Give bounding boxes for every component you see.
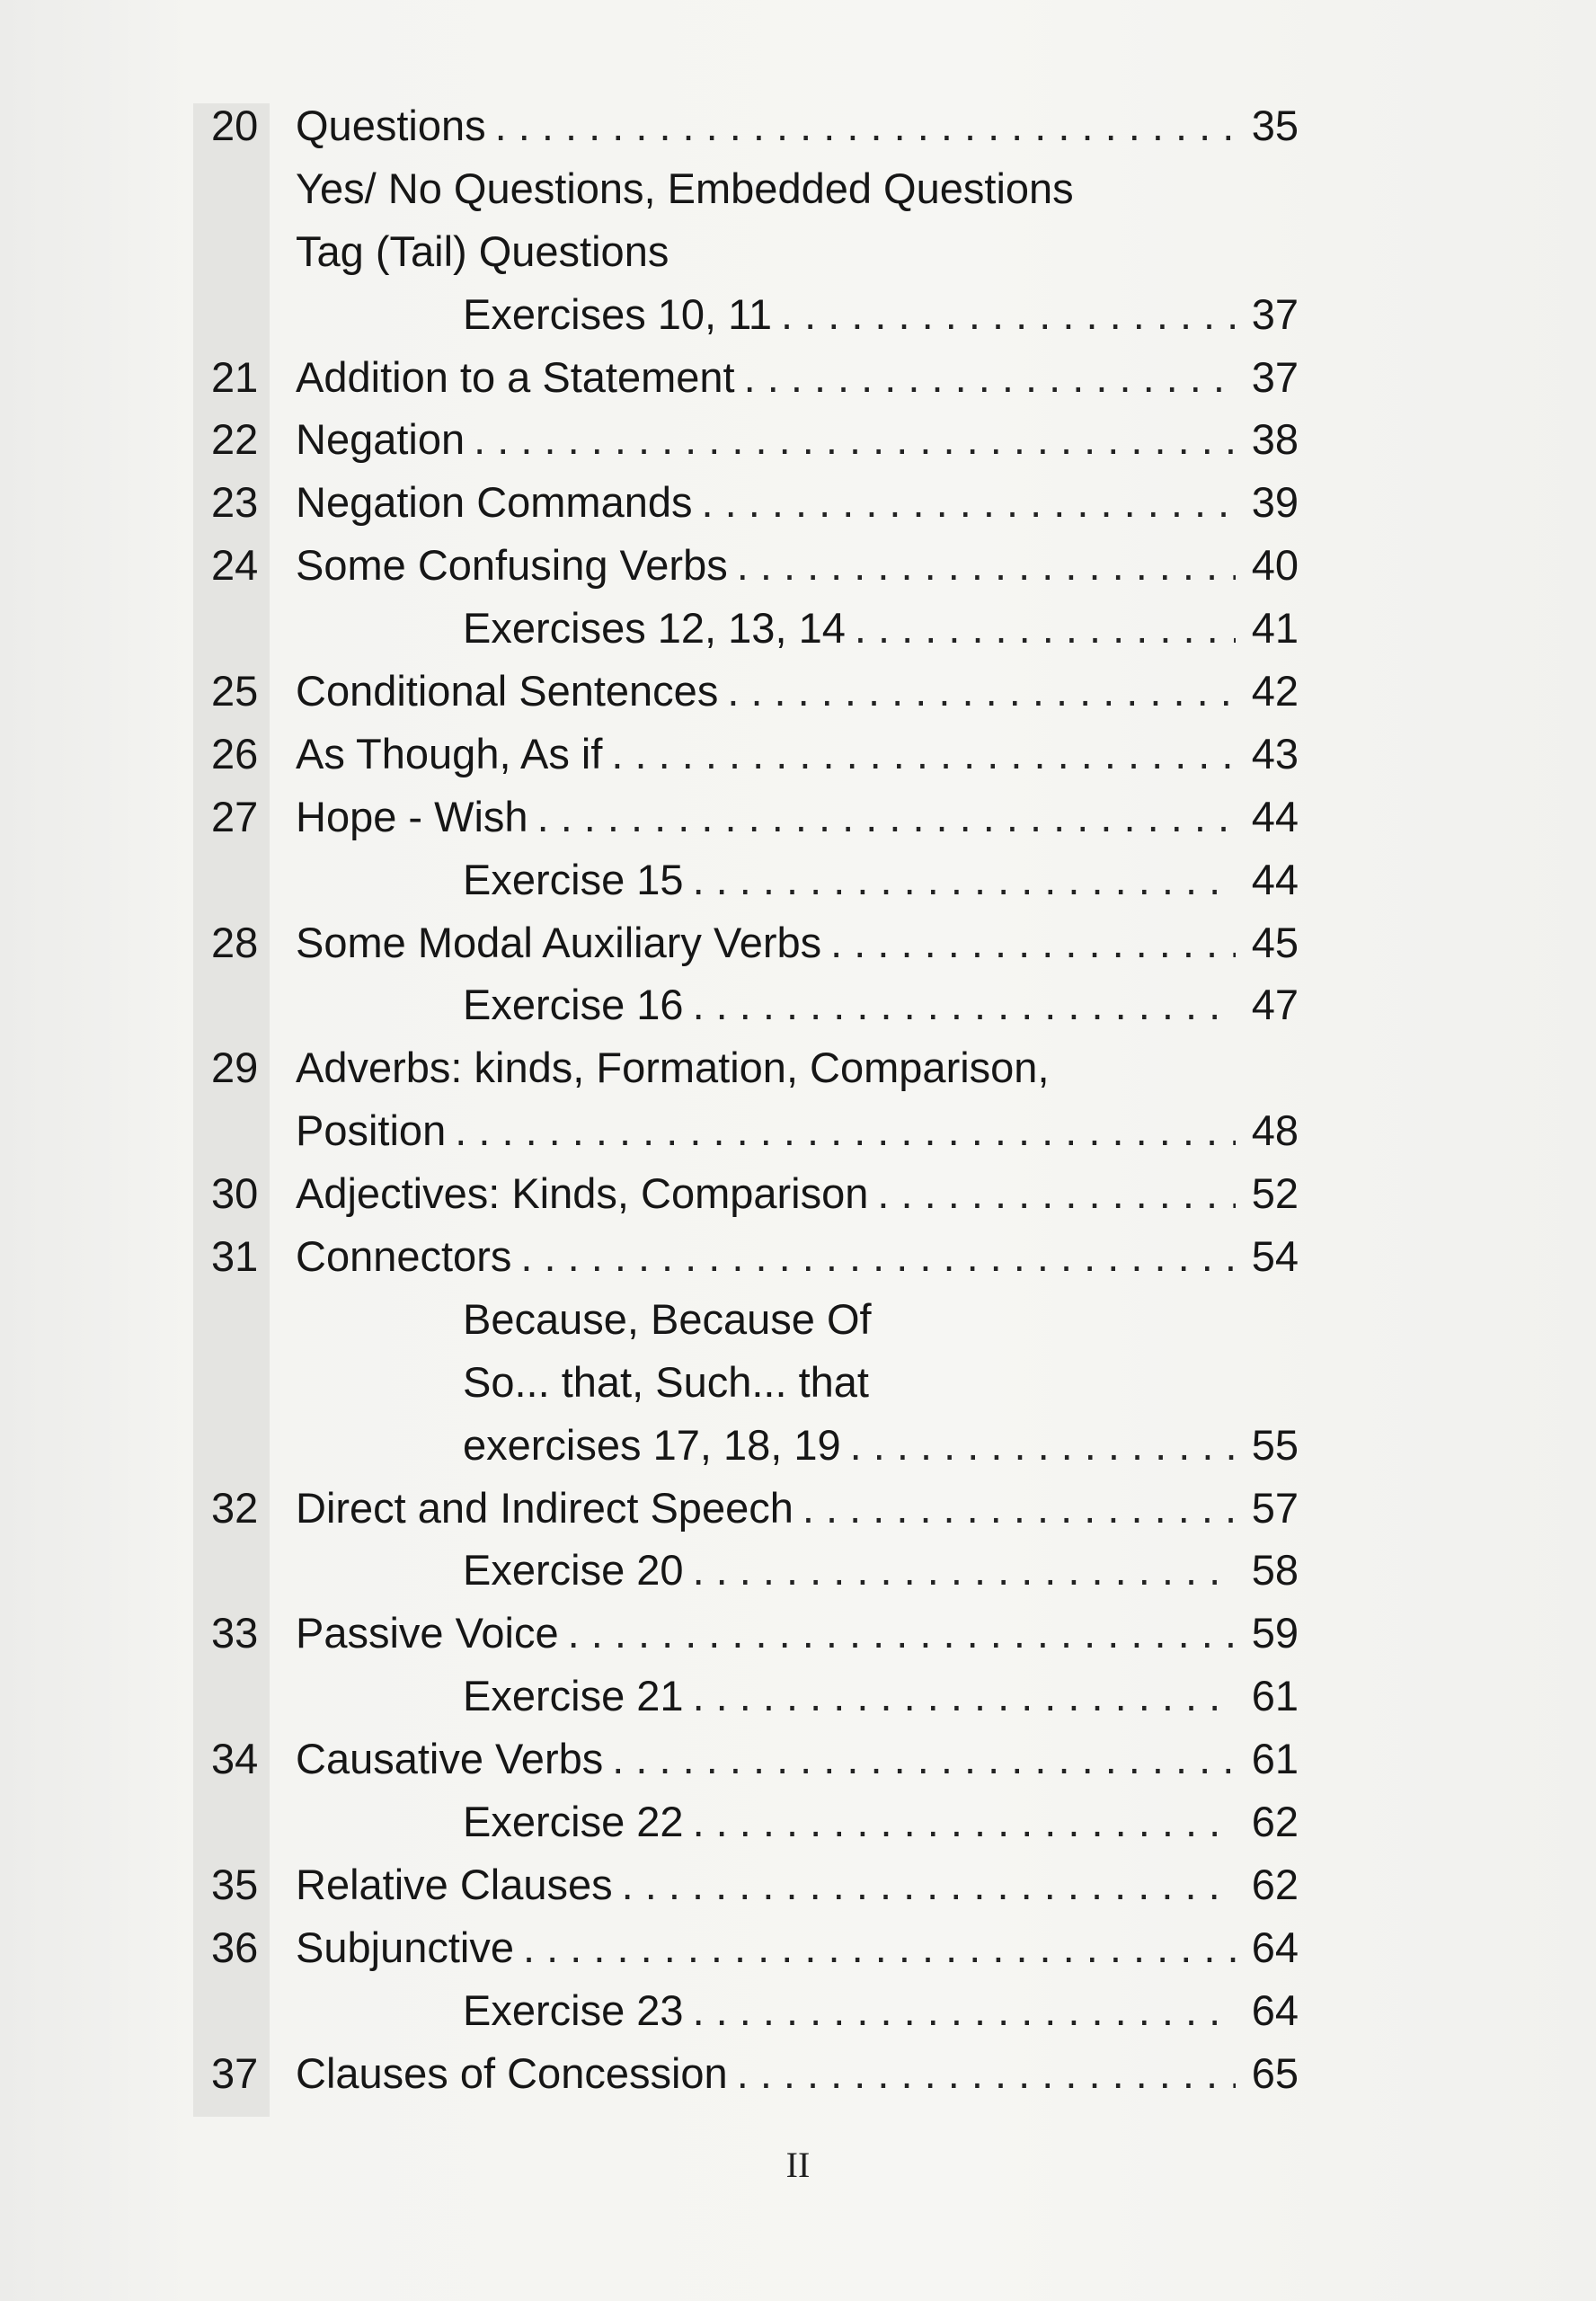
dot-leader bbox=[693, 1979, 1236, 2042]
toc-entry-page: 62 bbox=[1251, 1798, 1299, 1846]
toc-entry-page: 59 bbox=[1251, 1609, 1299, 1657]
toc-entry-number: 28 bbox=[211, 918, 259, 966]
toc-entry-line bbox=[296, 1225, 1299, 1288]
toc-entry bbox=[202, 94, 1299, 157]
toc-subentry bbox=[202, 1539, 1299, 1602]
toc-entry bbox=[202, 471, 1299, 534]
page-number-footer: II bbox=[785, 2145, 811, 2185]
toc-entry-title: Questions bbox=[296, 102, 486, 149]
toc-entry-number: 29 bbox=[211, 1044, 259, 1092]
toc-entry-line bbox=[463, 973, 1299, 1036]
toc-entry-line bbox=[296, 723, 1299, 786]
toc-entry-line bbox=[296, 1728, 1299, 1790]
toc-entry-line bbox=[463, 283, 1299, 346]
toc-entry-number: 23 bbox=[211, 478, 259, 527]
dot-leader bbox=[877, 1162, 1236, 1225]
toc-entry-title: Adjectives: Kinds, Comparison bbox=[296, 1169, 869, 1218]
toc-entry-page: 54 bbox=[1251, 1232, 1299, 1281]
toc-entry-line bbox=[463, 1665, 1299, 1728]
toc-entry-title: Passive Voice bbox=[296, 1609, 559, 1657]
toc-entry-title: Exercises 10, 11 bbox=[463, 289, 772, 338]
toc-entry-page: 61 bbox=[1251, 1672, 1299, 1720]
dot-leader bbox=[737, 2042, 1236, 2105]
toc-entry-line bbox=[296, 1602, 1299, 1665]
dot-leader bbox=[737, 534, 1236, 597]
toc-entry-title: So... that, Such... that bbox=[463, 1357, 869, 1406]
toc-entry-page: 62 bbox=[1251, 1860, 1299, 1908]
toc-entry-number: 24 bbox=[211, 541, 259, 590]
toc-entry-title: Conditional Sentences bbox=[296, 667, 719, 715]
toc-entry-title: Relative Clauses bbox=[296, 1860, 613, 1908]
toc-entry-page: 44 bbox=[1251, 792, 1299, 840]
toc-entry-number: 36 bbox=[211, 1923, 259, 1971]
toc-entry-line bbox=[296, 786, 1299, 848]
toc-subentry bbox=[202, 283, 1299, 346]
toc-subentry bbox=[202, 973, 1299, 1036]
toc-entry bbox=[202, 1036, 1299, 1099]
toc-entry bbox=[202, 1162, 1299, 1225]
toc-entry-page: 48 bbox=[1251, 1106, 1299, 1155]
dot-leader bbox=[702, 471, 1237, 534]
toc-entry bbox=[202, 220, 1299, 283]
toc-entry-page: 55 bbox=[1251, 1420, 1299, 1469]
toc-entry-page: 37 bbox=[1251, 352, 1299, 401]
toc-entry-title: Negation bbox=[296, 415, 466, 464]
toc-entry bbox=[202, 1853, 1299, 1916]
toc-entry-title: Yes/ No Questions, Embedded Questions bbox=[296, 164, 1074, 212]
dot-leader bbox=[474, 408, 1236, 471]
toc-entry bbox=[202, 1602, 1299, 1665]
table-of-contents bbox=[202, 94, 1299, 2105]
toc-entry-page: 44 bbox=[1251, 855, 1299, 903]
dot-leader bbox=[622, 1853, 1236, 1916]
toc-entry-title: Causative Verbs bbox=[296, 1735, 604, 1783]
dot-leader bbox=[693, 1665, 1236, 1728]
toc-entry-title: Subjunctive bbox=[296, 1923, 514, 1971]
dot-leader bbox=[830, 911, 1236, 974]
toc-entry-line bbox=[296, 2042, 1299, 2105]
dot-leader bbox=[611, 723, 1236, 786]
toc-entry-title: Position bbox=[296, 1106, 447, 1155]
dot-leader bbox=[855, 597, 1236, 660]
dot-leader bbox=[693, 1790, 1236, 1853]
toc-entry-line bbox=[463, 848, 1299, 911]
toc-entry-number: 21 bbox=[211, 352, 259, 401]
toc-entry bbox=[202, 2042, 1299, 2105]
toc-entry-page: 41 bbox=[1251, 604, 1299, 653]
toc-entry-page: 45 bbox=[1251, 918, 1299, 966]
toc-entry-title: exercises 17, 18, 19 bbox=[463, 1420, 841, 1469]
dot-leader bbox=[568, 1602, 1236, 1665]
dot-leader bbox=[455, 1099, 1236, 1162]
toc-entry-line bbox=[296, 1099, 1299, 1162]
toc-entry-page: 38 bbox=[1251, 415, 1299, 464]
toc-subentry bbox=[202, 597, 1299, 660]
dot-leader bbox=[693, 1539, 1236, 1602]
toc-entry bbox=[202, 911, 1299, 974]
toc-entry bbox=[202, 408, 1299, 471]
toc-entry-page: 64 bbox=[1251, 1923, 1299, 1971]
toc-entry-line bbox=[296, 1036, 1299, 1099]
toc-entry bbox=[202, 1099, 1299, 1162]
toc-entry-page: 57 bbox=[1251, 1483, 1299, 1532]
toc-entry bbox=[202, 346, 1299, 409]
toc-entry-number: 32 bbox=[211, 1483, 259, 1532]
toc-entry-page: 47 bbox=[1251, 981, 1299, 1029]
toc-entry-title: Hope - Wish bbox=[296, 792, 528, 840]
toc-entry bbox=[202, 786, 1299, 848]
toc-entry-page: 43 bbox=[1251, 729, 1299, 777]
toc-subentry bbox=[202, 1351, 1299, 1414]
toc-entry-number: 31 bbox=[211, 1232, 259, 1281]
toc-entry-title: Negation Commands bbox=[296, 478, 693, 527]
toc-entry-line bbox=[296, 1477, 1299, 1540]
dot-leader bbox=[537, 786, 1236, 848]
toc-entry-page: 52 bbox=[1251, 1169, 1299, 1218]
toc-entry-line bbox=[296, 408, 1299, 471]
toc-entry-line bbox=[463, 1790, 1299, 1853]
toc-entry-title: Exercise 21 bbox=[463, 1672, 684, 1720]
toc-entry-title: Some Modal Auxiliary Verbs bbox=[296, 918, 822, 966]
toc-entry-title: Adverbs: kinds, Formation, Comparison, bbox=[296, 1044, 1050, 1092]
toc-entry-line bbox=[296, 157, 1299, 220]
toc-entry-line bbox=[296, 1916, 1299, 1979]
toc-entry-title: Some Confusing Verbs bbox=[296, 541, 728, 590]
dot-leader bbox=[850, 1414, 1236, 1477]
toc-entry-title: Exercise 20 bbox=[463, 1546, 684, 1595]
toc-entry-line bbox=[296, 660, 1299, 723]
dot-leader bbox=[744, 346, 1236, 409]
toc-entry-title: Connectors bbox=[296, 1232, 512, 1281]
toc-entry-number: 30 bbox=[211, 1169, 259, 1218]
dot-leader bbox=[802, 1477, 1236, 1540]
toc-entry bbox=[202, 660, 1299, 723]
toc-entry-number: 25 bbox=[211, 667, 259, 715]
toc-entry-line bbox=[463, 1979, 1299, 2042]
toc-entry bbox=[202, 723, 1299, 786]
toc-entry bbox=[202, 1477, 1299, 1540]
toc-subentry bbox=[202, 1665, 1299, 1728]
toc-subentry bbox=[202, 1288, 1299, 1351]
toc-entry-line bbox=[463, 1539, 1299, 1602]
toc-subentry bbox=[202, 1979, 1299, 2042]
toc-entry-title: Exercise 15 bbox=[463, 855, 684, 903]
toc-entry-title: Addition to a Statement bbox=[296, 352, 735, 401]
toc-entry-page: 39 bbox=[1251, 478, 1299, 527]
toc-entry-number: 34 bbox=[211, 1735, 259, 1783]
toc-subentry bbox=[202, 848, 1299, 911]
toc-entry-page: 61 bbox=[1251, 1735, 1299, 1783]
toc-entry-line bbox=[296, 534, 1299, 597]
toc-entry-line bbox=[296, 471, 1299, 534]
toc-entry-number: 20 bbox=[211, 102, 259, 149]
toc-subentry bbox=[202, 1790, 1299, 1853]
toc-entry-title: Exercise 23 bbox=[463, 1986, 684, 2034]
toc-entry bbox=[202, 1225, 1299, 1288]
toc-entry-title: Because, Because Of bbox=[463, 1294, 872, 1343]
toc-entry-line bbox=[296, 1853, 1299, 1916]
toc-entry-page: 65 bbox=[1251, 2048, 1299, 2097]
toc-entry-title: Exercises 12, 13, 14 bbox=[463, 604, 846, 653]
toc-entry-line bbox=[463, 1288, 1299, 1351]
toc-entry-page: 37 bbox=[1251, 289, 1299, 338]
toc-entry-line bbox=[463, 1351, 1299, 1414]
dot-leader bbox=[520, 1225, 1236, 1288]
toc-entry-page: 64 bbox=[1251, 1986, 1299, 2034]
dot-leader bbox=[612, 1728, 1236, 1790]
toc-entry-title: Exercise 16 bbox=[463, 981, 684, 1029]
toc-entry bbox=[202, 1916, 1299, 1979]
dot-leader bbox=[693, 973, 1236, 1036]
toc-entry bbox=[202, 1728, 1299, 1790]
toc-entry-line bbox=[463, 1414, 1299, 1477]
toc-entry-number: 35 bbox=[211, 1860, 259, 1908]
toc-entry-title: As Though, As if bbox=[296, 729, 603, 777]
toc-entry-line bbox=[296, 346, 1299, 409]
toc-entry-page: 58 bbox=[1251, 1546, 1299, 1595]
toc-entry-line bbox=[296, 94, 1299, 157]
toc-entry-title: Exercise 22 bbox=[463, 1798, 684, 1846]
toc-entry-number: 26 bbox=[211, 729, 259, 777]
toc-entry-title: Direct and Indirect Speech bbox=[296, 1483, 794, 1532]
toc-entry-line bbox=[296, 220, 1299, 283]
dot-leader bbox=[781, 283, 1236, 346]
toc-entry-number: 22 bbox=[211, 415, 259, 464]
toc-entry bbox=[202, 157, 1299, 220]
dot-leader bbox=[523, 1916, 1236, 1979]
toc-entry-number: 27 bbox=[211, 792, 259, 840]
toc-entry-line bbox=[296, 1162, 1299, 1225]
toc-entry-title: Clauses of Concession bbox=[296, 2048, 728, 2097]
toc-entry-page: 40 bbox=[1251, 541, 1299, 590]
dot-leader bbox=[495, 94, 1236, 157]
dot-leader bbox=[727, 660, 1236, 723]
toc-entry bbox=[202, 534, 1299, 597]
toc-entry-page: 35 bbox=[1251, 102, 1299, 149]
toc-entry-line bbox=[463, 597, 1299, 660]
toc-subentry bbox=[202, 1414, 1299, 1477]
toc-entry-number: 33 bbox=[211, 1609, 259, 1657]
toc-entry-page: 42 bbox=[1251, 667, 1299, 715]
dot-leader bbox=[693, 848, 1236, 911]
toc-entry-title: Tag (Tail) Questions bbox=[296, 227, 669, 275]
toc-entry-line bbox=[296, 911, 1299, 974]
toc-entry-number: 37 bbox=[211, 2048, 259, 2097]
